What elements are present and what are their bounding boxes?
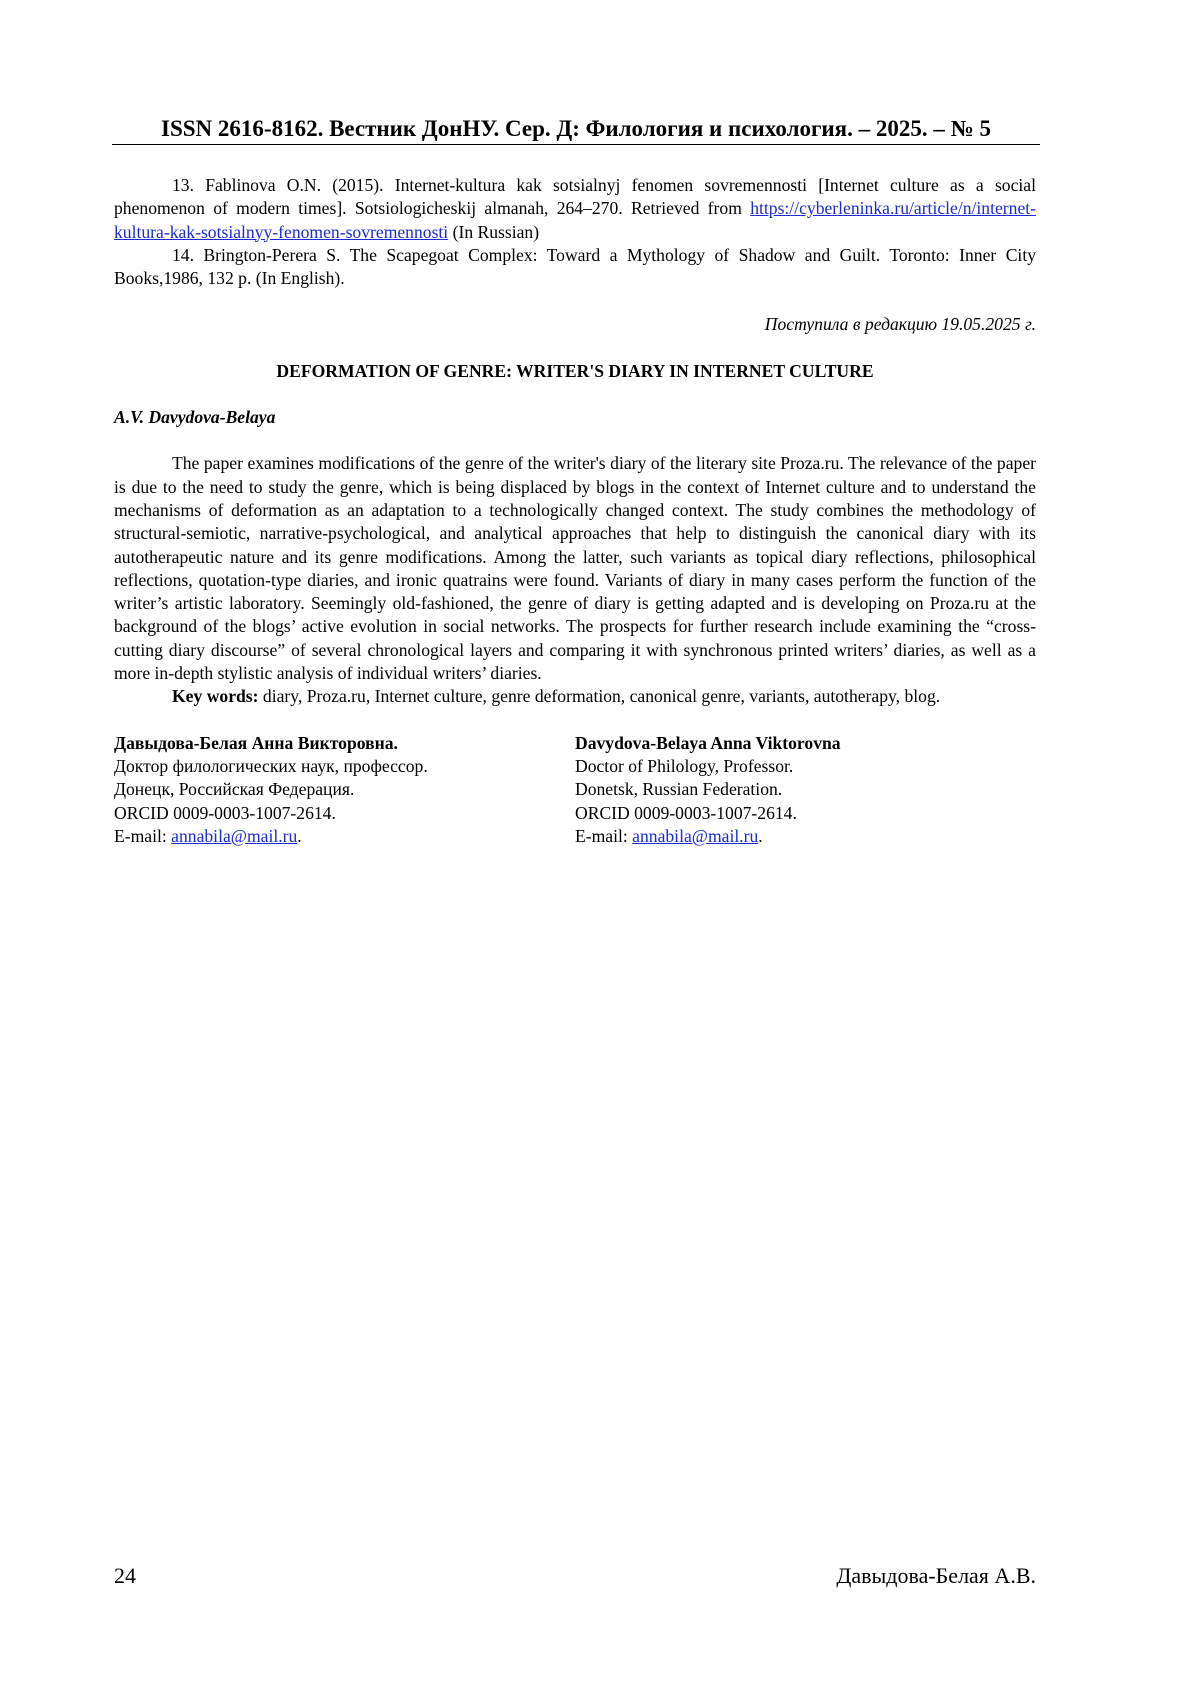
email-link-en[interactable]: annabila@mail.ru — [632, 825, 759, 846]
author-orcid-ru: ORCID 0009-0003-1007-2614. — [114, 802, 336, 823]
author-degree-ru: Доктор филологических наук, профессор. — [114, 755, 428, 776]
author-name-ru: Давыдова-Белая Анна Викторовна. — [114, 732, 398, 753]
abstract: The paper examines modifications of the genre of the writer's diary of the literary site Proza.ru. The relevance of the paper is due to the need to study the genre, which is being displaced by blogs in the context of Internet culture and to understand the mechanisms of deformation as an adaptation to a technologically changed context. The study combines the methodology of structural-semiotic, narrative-psychological, and analytical approaches that help to distinguish the canonical diary with its autotherapeutic nature and its genre modifications. Among the latter, such variants as topical diary reflections, philosophical reflections, quotation-type diaries, and ironic quatrains were found. Variants of diary in many cases perform the function of the writer’s artistic laboratory. Seemingly old-fashioned, the genre of diary is getting adapted and is developing on Proza.ru at the background of the blogs’ active evolution in social networks. The prospects for further research include examining the “cross-cutting diary discourse” of several chronological layers and comparing it with synchronous printed writers’ diaries, as well as a more in-depth stylistic analysis of individual writers’ diaries. — [114, 453, 1036, 684]
author-degree-en: Doctor of Philology, Professor. — [575, 755, 794, 776]
article-title: DEFORMATION OF GENRE: WRITER'S DIARY IN INTERNET CULTURE — [276, 360, 874, 381]
author-info-en — [575, 732, 1036, 848]
reference-13-text: 13. Fablinova O.N. (2015). Internet-kultura kak sotsialnyj fenomen sovremennosti [Internet culture as a social phenomenon of modern times]. Sotsiologicheskij almanah, 264–270. Retrieved from — [114, 175, 1036, 219]
reference-13-suffix: (In Russian) — [448, 221, 540, 242]
running-footer-author: Давыдова-Белая А.В. — [836, 1563, 1036, 1588]
reference-13-link[interactable]: https://cyberleninka.ru/article/n/internet-kultura-kak-sotsialnyy-fenomen-sovremennosti — [114, 198, 1036, 242]
email-suffix-ru: . — [297, 825, 302, 846]
reference-14: 14. Brington-Perera S. The Scapegoat Complex: Toward a Mythology of Shadow and Guilt. Toronto: Inner City Books,1986, 132 p. (In English). — [114, 244, 1036, 289]
reference-13 — [114, 174, 1036, 244]
email-label-ru: E-mail: — [114, 825, 172, 846]
keywords-label: Key words: — [172, 686, 259, 707]
page-number: 24 — [114, 1563, 136, 1588]
received-date: Поступила в редакцию 19.05.2025 г. — [764, 314, 1036, 335]
author-email-en — [575, 825, 1036, 848]
keywords-list: diary, Proza.ru, Internet culture, genre deformation, canonical genre, variants, autotherapy, blog. — [258, 686, 941, 707]
author-info-ru — [114, 732, 575, 848]
email-link-ru[interactable]: annabila@mail.ru — [171, 825, 298, 846]
author-name-en: Davydova-Belaya Anna Viktorovna — [575, 732, 841, 753]
author-info — [114, 732, 1036, 848]
keywords — [114, 685, 1036, 708]
email-suffix-en: . — [758, 825, 763, 846]
header-divider — [112, 144, 1040, 145]
running-header: ISSN 2616-8162. Вестник ДонНУ. Сер. Д: Филология и психология. – 2025. – № 5 — [161, 116, 991, 141]
article-author: A.V. Davydova-Belaya — [114, 407, 276, 428]
author-location-en: Donetsk, Russian Federation. — [575, 779, 783, 800]
author-orcid-en: ORCID 0009-0003-1007-2614. — [575, 802, 797, 823]
page-body — [114, 174, 1036, 848]
email-label-en: E-mail: — [575, 825, 633, 846]
author-location-ru: Донецк, Российская Федерация. — [114, 779, 355, 800]
author-email-ru — [114, 825, 575, 848]
